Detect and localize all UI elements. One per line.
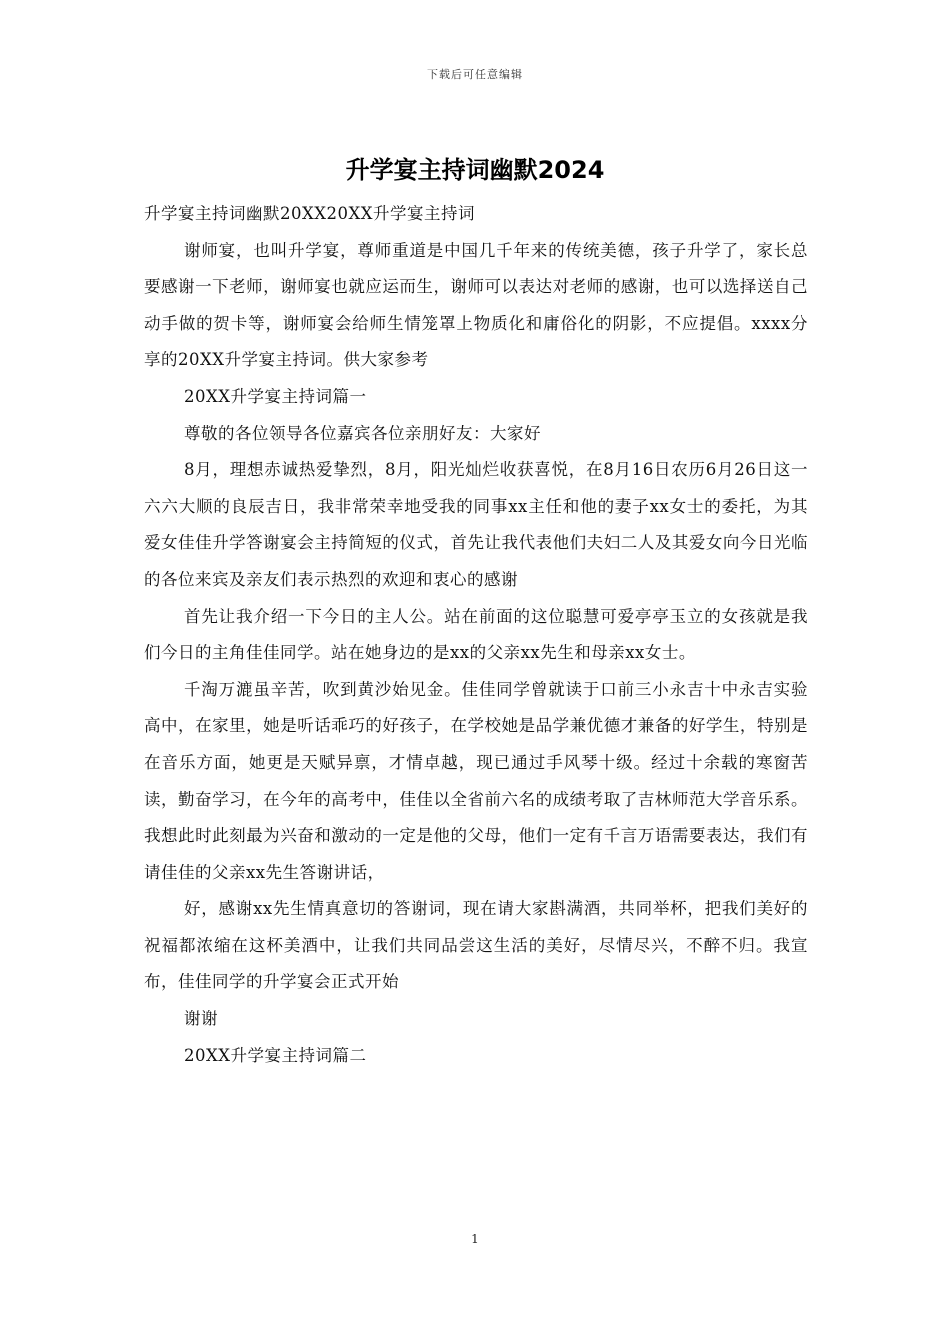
paragraph-thanks: 谢谢 (184, 1009, 218, 1029)
paragraph-opening: 8月，理想赤诚热爱挚烈，8月，阳光灿烂收获喜悦，在8月16日农历6月26日这一六六大顺的良辰吉日，我非常荣幸地受我的同事xx主任和他的妻子xx女士的委托，为其爱女佳佳升学答谢宴会主持简短的仪式，首先让我代表他们夫妇二人及其爱女向今日光临的各位来宾及亲友们表示热烈的欢迎和衷心的感谢 (144, 460, 808, 589)
paragraph-intro: 谢师宴，也叫升学宴，尊师重道是中国几千年来的传统美德，孩子升学了，家长总要感谢一下老师，谢师宴也就应运而生，谢师可以表达对老师的感谢，也可以选择送自己动手做的贺卡等，谢师宴会给师生情笼罩上物质化和庸俗化的阴影，不应提倡。xxxx分享的20XX升学宴主持词。供大家参考 (144, 240, 808, 370)
document-body (144, 196, 808, 1074)
section-heading-two: 20XX升学宴主持词篇二 (184, 1045, 367, 1065)
page-number: 1 (471, 1232, 479, 1246)
paragraph-greeting: 尊敬的各位领导各位嘉宾各位亲朋好友：大家好 (184, 423, 541, 443)
document-title: 升学宴主持词幽默2024 (345, 156, 605, 184)
header-note: 下载后可任意编辑 (427, 68, 523, 81)
paragraph-introduction: 首先让我介绍一下今日的主人公。站在前面的这位聪慧可爱亭亭玉立的女孩就是我们今日的主角佳佳同学。站在她身边的是xx的父亲xx先生和母亲xx女士。 (144, 606, 808, 663)
section-heading-one: 20XX升学宴主持词篇一 (184, 386, 367, 406)
document-subtitle: 升学宴主持词幽默20XX20XX升学宴主持词 (144, 204, 475, 223)
paragraph-achievements: 千淘万漉虽辛苦，吹到黄沙始见金。佳佳同学曾就读于口前三小永吉十中永吉实验高中，在家里，她是听话乖巧的好孩子，在学校她是品学兼优德才兼备的好学生，特别是在音乐方面，她更是天赋异禀，才情卓越，现已通过手风琴十级。经过十余载的寒窗苦读，勤奋学习，在今年的高考中，佳佳以全省前六名的成绩考取了吉林师范大学音乐系。我想此时此刻最为兴奋和激动的一定是他的父母，他们一定有千言万语需要表达，我们有请佳佳的父亲xx先生答谢讲话， (144, 679, 808, 882)
paragraph-toast: 好，感谢xx先生情真意切的答谢词，现在请大家斟满酒，共同举杯，把我们美好的祝福都浓缩在这杯美酒中，让我们共同品尝这生活的美好，尽情尽兴，不醉不归。我宣布，佳佳同学的升学宴会正式开始 (144, 899, 808, 992)
